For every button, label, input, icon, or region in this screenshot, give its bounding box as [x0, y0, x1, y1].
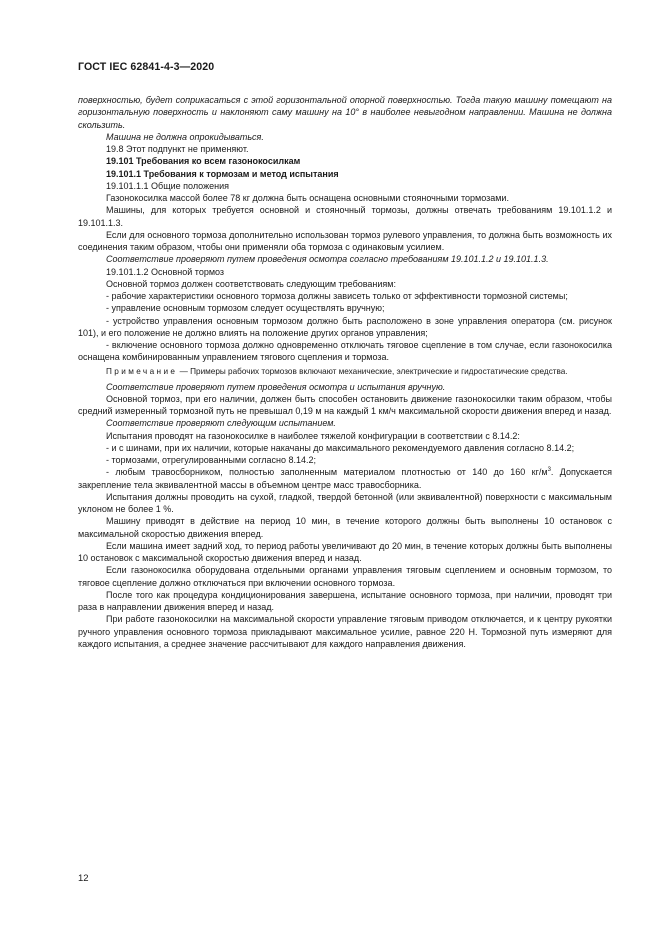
paragraph: 19.8 Этот подпункт не применяют. — [106, 144, 249, 154]
paragraph: Машину приводят в действие на период 10 мин, в течение которого должны быть выполнены 10 остановок с максимальной скоростью движения вперед. — [78, 516, 612, 539]
paragraph: Если для основного тормоза дополнительно использован тормоз рулевого управления, то должна быть возможность их соединения таким образом, чтобы они применяли оба тормоза с одинаковым усилием. — [78, 229, 612, 252]
subsection-heading: 19.101.1 Требования к тормозам и метод испытания — [106, 168, 339, 179]
paragraph: При работе газонокосилки на максимальной скорости управление тяговым приводом отключается, и к центру рукоятки ручного управления основного тормоза прикладывают максимальное усилие, равное 220 Н. Тормозной путь измеряют для каждого испытания, а среднее значение рассчитывают для каждого направления движения. — [78, 614, 612, 649]
page-number: 12 — [78, 873, 89, 884]
paragraph: Если машина имеет задний ход, то период работы увеличивают до 20 мин, в течение которых должны быть выполнены 10 остановок с максимальной скоростью движения вперед и назад. — [78, 540, 612, 564]
note — [78, 366, 612, 377]
section-heading: 19.101 Требования ко всем газонокосилкам — [106, 156, 301, 167]
paragraph: 19.101.1.2 Основной тормоз — [106, 266, 225, 277]
paragraph: Основной тормоз должен соответствовать следующим требованиям: — [106, 278, 396, 289]
paragraph: Соответствие проверяют путем проведения осмотра и испытания вручную. — [106, 381, 446, 392]
note-label: Примечание — [106, 366, 178, 376]
paragraph: Соответствие проверяют следующим испытанием. — [106, 418, 336, 429]
paragraph: После того как процедура кондиционирования завершена, испытание основного тормоза, при наличии, проводят три раза в направлении движения вперед и назад. — [78, 589, 612, 613]
note-text: — Примеры рабочих тормозов включают механические, электрические и гидростатические средства. — [177, 366, 568, 376]
list-item: - управление основным тормозом следует осуществлять вручную; — [106, 303, 385, 314]
paragraph: 19.101.1.1 Общие положения — [106, 180, 229, 191]
paragraph: Испытания должны проводить на сухой, гладкой, твердой бетонной (или эквивалентной) поверхности с максимальным уклоном не более 1 %. — [78, 491, 612, 515]
page-header: ГОСТ IEC 62841-4-3—2020 — [78, 61, 215, 73]
paragraph: поверхностью, будет соприкасаться с этой горизонтальной опорной поверхностью. Тогда такую машину помещают на горизонтальную поверхность и наклоняют саму машину на 10° в наиболее невыгодном направлении. Машина не должна скользить. — [78, 95, 612, 130]
paragraph: Если газонокосилка оборудована отдельными органами управления тяговым сцеплением и основным тормозом, то тяговое сцепление должно отключаться при включении основного тормоза. — [78, 565, 612, 588]
document-body — [78, 94, 612, 650]
list-item: - включение основного тормоза должно одновременно отключать тяговое сцепление в том случае, если газонокосилка оснащена комбинированным управлением тягового сцепления и тормоза. — [78, 340, 612, 363]
paragraph: Машины, для которых требуется основной и стояночный тормозы, должны отвечать требованиям 19.101.1.2 и 19.101.1.3. — [78, 205, 612, 228]
list-item — [78, 466, 612, 491]
paragraph: Машина не должна опрокидываться. — [106, 131, 264, 142]
list-item: - устройство управления основным тормозом должно быть расположено в зоне управления оператора (см. рисунок 101), и его положение не должно влиять на положение других органов управления; — [78, 315, 612, 338]
paragraph: Газонокосилка массой более 78 кг должна быть оснащена основными стояночными тормозами. — [106, 193, 509, 203]
paragraph: Испытания проводят на газонокосилке в наиболее тяжелой конфигурации в соответствии с 8.14.2: — [106, 430, 520, 441]
list-item: - рабочие характеристики основного тормоза должны зависеть только от эффективности тормозной системы; — [106, 291, 568, 301]
superscript: 3 — [547, 467, 551, 474]
list-item-text: . Допускается закрепление тела эквивалентной массы в объемном центре масс травосборника. — [78, 467, 613, 490]
paragraph: Основной тормоз, при его наличии, должен быть способен остановить движение газонокосилки таким образом, чтобы средний измеренный тормозной путь не превышал 0,19 м на каждый 1 км/ч максимальной скорости движения вперед и назад. — [78, 393, 612, 417]
list-item: - тормозами, отрегулированными согласно 8.14.2; — [106, 455, 317, 466]
paragraph: Соответствие проверяют путем проведения осмотра согласно требованиям 19.101.1.2 и 19.101.1.3. — [106, 254, 549, 265]
list-item: - и с шинами, при их наличии, которые накачаны до максимального рекомендуемого давления согласно 8.14.2; — [106, 442, 575, 453]
list-item-text: - любым травосборником, полностью заполненным материалом плотностью от 140 до 160 кг/м — [106, 467, 548, 478]
